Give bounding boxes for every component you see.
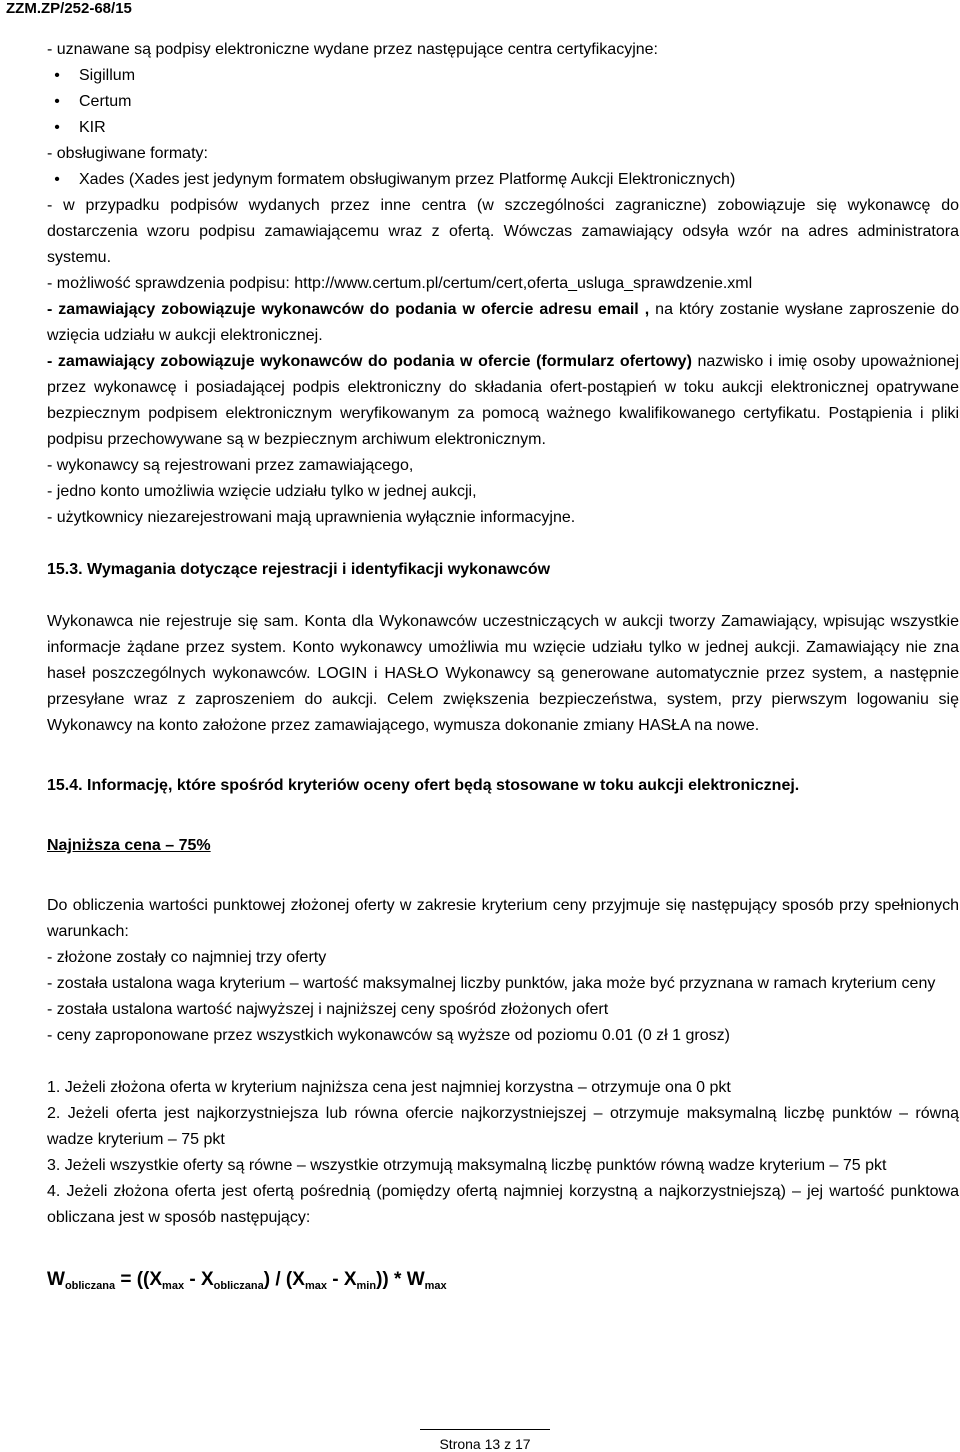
condition-item: - została ustalona waga kryterium – wartość maksymalnej liczby punktów, jaka może być przyznana w ramach kryterium ceny <box>47 975 936 992</box>
bullet-icon: • <box>54 171 60 188</box>
bullet-icon: • <box>54 119 60 136</box>
section-15-3-body: Wykonawca nie rejestruje się sam. Konta dla Wykonawców uczestniczących w aukcji tworzy Zamawiający, wpisując wszystkie informacje żądane przez system. Konto wykonawcy umożliwia mu wzięcie udziału tylko w jednej aukcji. Zamawiający nie zna haseł poszczególnych wykonawców. LOGIN i HASŁO Wykonawcy są generowane automatycznie przez system, a następnie przesyłane wraz z zaproszeniem do aukcji. Celem zwiększenia bezpieczeństwa, system, przy pierwszym logowaniu się Wykonawcy na konto założone przez zamawiającego, wymusza dokonanie zmiany HASŁA na nowe. <box>47 613 959 734</box>
page-number-footer: Strona 13 z 17 <box>420 1429 550 1450</box>
list-item: • Certum <box>47 89 959 115</box>
condition-item: - ceny zaproponowane przez wszystkich wykonawców są wyższe od poziomu 0.01 (0 zł 1 grosz) <box>47 1027 730 1044</box>
rule-item: 1. Jeżeli złożona oferta w kryterium najniższa cena jest najmniej korzystna – otrzymuje ona 0 pkt <box>47 1079 731 1096</box>
registration-item: - wykonawcy są rejestrowani przez zamawiającego, <box>47 457 414 474</box>
list-item: • Sigillum <box>47 63 959 89</box>
registration-item: - użytkownicy niezarejestrowani mają uprawnienia wyłącznie informacyjne. <box>47 509 576 526</box>
condition-item: - została ustalona wartość najwyższej i najniższej ceny spośród złożonych ofert <box>47 1001 609 1018</box>
rule-item: 4. Jeżeli złożona oferta jest ofertą pośrednią (pomiędzy ofertą najmniej korzystną a najkorzystniejszą) – jej wartość punktowa obliczana jest w sposób następujący: <box>47 1183 959 1226</box>
bullet-icon: • <box>54 93 60 110</box>
list-item: • Xades (Xades jest jedynym formatem obsługiwanym przez Platformę Aukcji Elektronicznych) <box>47 167 959 193</box>
calculation-intro: Do obliczenia wartości punktowej złożonej oferty w zakresie kryterium ceny przyjmuje się następujący sposób przy spełnionych warunkach: <box>47 897 959 940</box>
registration-item: - jedno konto umożliwia wzięcie udziału tylko w jednej aukcji, <box>47 483 477 500</box>
section-heading-15-3: 15.3. Wymagania dotyczące rejestracji i identyfikacji wykonawców <box>47 561 551 578</box>
page-content <box>47 37 959 1301</box>
section-heading-15-4: 15.4. Informację, które spośród kryteriów oceny ofert będą stosowane w toku aukcji elektronicznej. <box>47 777 800 794</box>
form-requirement-paragraph: - zamawiający zobowiązuje wykonawców do podania w ofercie (formularz ofertowy) nazwisko i imię osoby upoważnionej przez wykonawcę i posiadającej podpis elektroniczny do składania ofert-postąpień w toku aukcji elektronicznej opatrywane bezpiecznym podpisem elektronicznym weryfikowanym za pomocą ważnego kwalifikowanego certyfikatu. Postąpienia i pliki podpisu przechowywane są w bezpiecznym archiwum elektronicznym. <box>47 353 959 448</box>
verify-link-paragraph: - możliwość sprawdzenia podpisu: http://www.certum.pl/certum/cert,oferta_usluga_sprawdzenie.xml <box>47 275 753 292</box>
email-requirement-paragraph: - zamawiający zobowiązuje wykonawców do podania w ofercie adresu email , na który zostanie wysłane zaproszenie do wzięcia udziału w aukcji elektronicznej. <box>47 301 960 344</box>
document-reference: ZZM.ZP/252-68/15 <box>6 0 132 17</box>
bullet-icon: • <box>54 67 60 84</box>
formats-label: - obsługiwane formaty: <box>47 145 208 162</box>
score-formula: $W_{obliczana} = ((X_{max} - X_{obliczana}) / (X_{max} - X_{min})) * W_{max}$ <box>47 1269 447 1292</box>
criterion-title: Najniższa cena – 75% <box>47 837 211 854</box>
condition-item: - złożone zostały co najmniej trzy oferty <box>47 949 327 966</box>
list-item: • KIR <box>47 115 959 141</box>
rule-item: 3. Jeżeli wszystkie oferty są równe – wszystkie otrzymują maksymalną liczbę punktów równą wadze kryterium – 75 pkt <box>47 1157 887 1174</box>
signature-intro: - uznawane są podpisy elektroniczne wydane przez następujące centra certyfikacyjne: <box>47 41 658 58</box>
rule-item: 2. Jeżeli oferta jest najkorzystniejsza lub równa ofercie najkorzystniejszej – otrzymuje maksymalną liczbę punktów – równą wadze kryterium – 75 pkt <box>47 1105 959 1148</box>
foreign-signatures-paragraph: - w przypadku podpisów wydanych przez inne centra (w szczególności zagraniczne) zobowiązuje się wykonawcę do dostarczenia wzoru podpisu zamawiającemu wraz z ofertą. Wówczas zamawiający odsyła wzór na adres administratora systemu. <box>47 197 959 266</box>
